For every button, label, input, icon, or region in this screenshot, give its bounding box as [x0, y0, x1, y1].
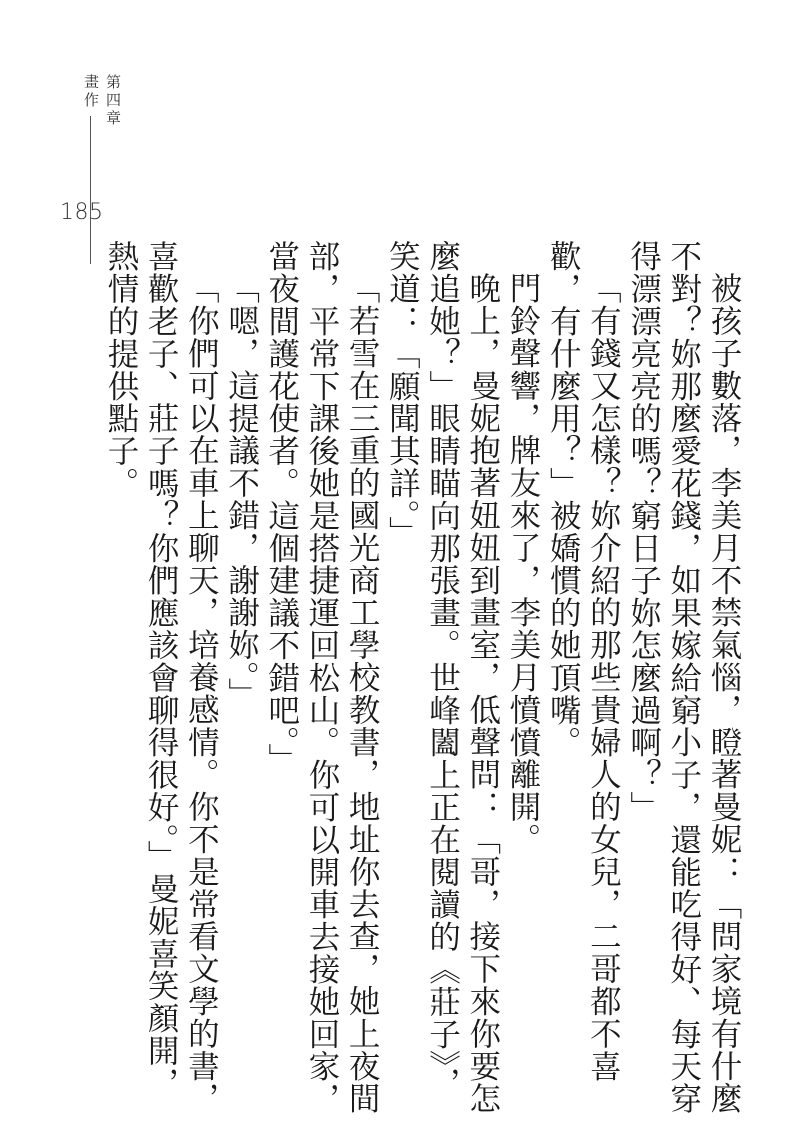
- header-rule: [90, 116, 91, 264]
- paragraph-7: 「你們可以在車上聊天，培養感情。你不是常看文學的書，喜歡老子、莊子嗎？你們應該會聊得很好。」曼妮喜笑顏開，熱情的提供點子。: [102, 240, 220, 1114]
- paragraph-6: 「嗯，這提議不錯，謝謝妳。」: [223, 271, 260, 710]
- paragraph-1: 被孩子數落，李美月不禁氣惱，瞪著曼妮：「問家境有什麼不對？妳那麼愛花錢，如果嫁給窮小子，還能吃得好、每天穿得漂漂亮亮的嗎？窮日子妳怎麼過啊？」: [625, 240, 742, 1115]
- body-text: [102, 240, 744, 1120]
- page-number: 185: [60, 200, 104, 225]
- paragraph-3: 門鈴聲響，牌友來了，李美月憤憤離開。: [504, 271, 541, 855]
- paragraph-2: 「有錢又怎樣？妳介紹的那些貴婦人的女兒，二哥都不喜歡，有什麼用？」被嬌慣的她頂嘴。: [545, 240, 622, 1082]
- chapter-label: 第四章: [104, 74, 122, 128]
- chapter-title: 畫作: [82, 74, 100, 110]
- paragraph-5: 「若雪在三重的國光商工學校教書，地址你去查，她上夜間部，平常下課後她是搭捷運回松山。你可以開車去接她回家，當夜間護花使者。這個建議不錯吧。」: [263, 240, 381, 1115]
- paragraph-4: 晚上，曼妮抱著妞妞到畫室，低聲問：「哥，接下來你要怎麼追她？」眼睛瞄向那張畫。世峰闔上正在閱讀的《莊子》，笑道：「願聞其詳。」: [384, 240, 501, 1114]
